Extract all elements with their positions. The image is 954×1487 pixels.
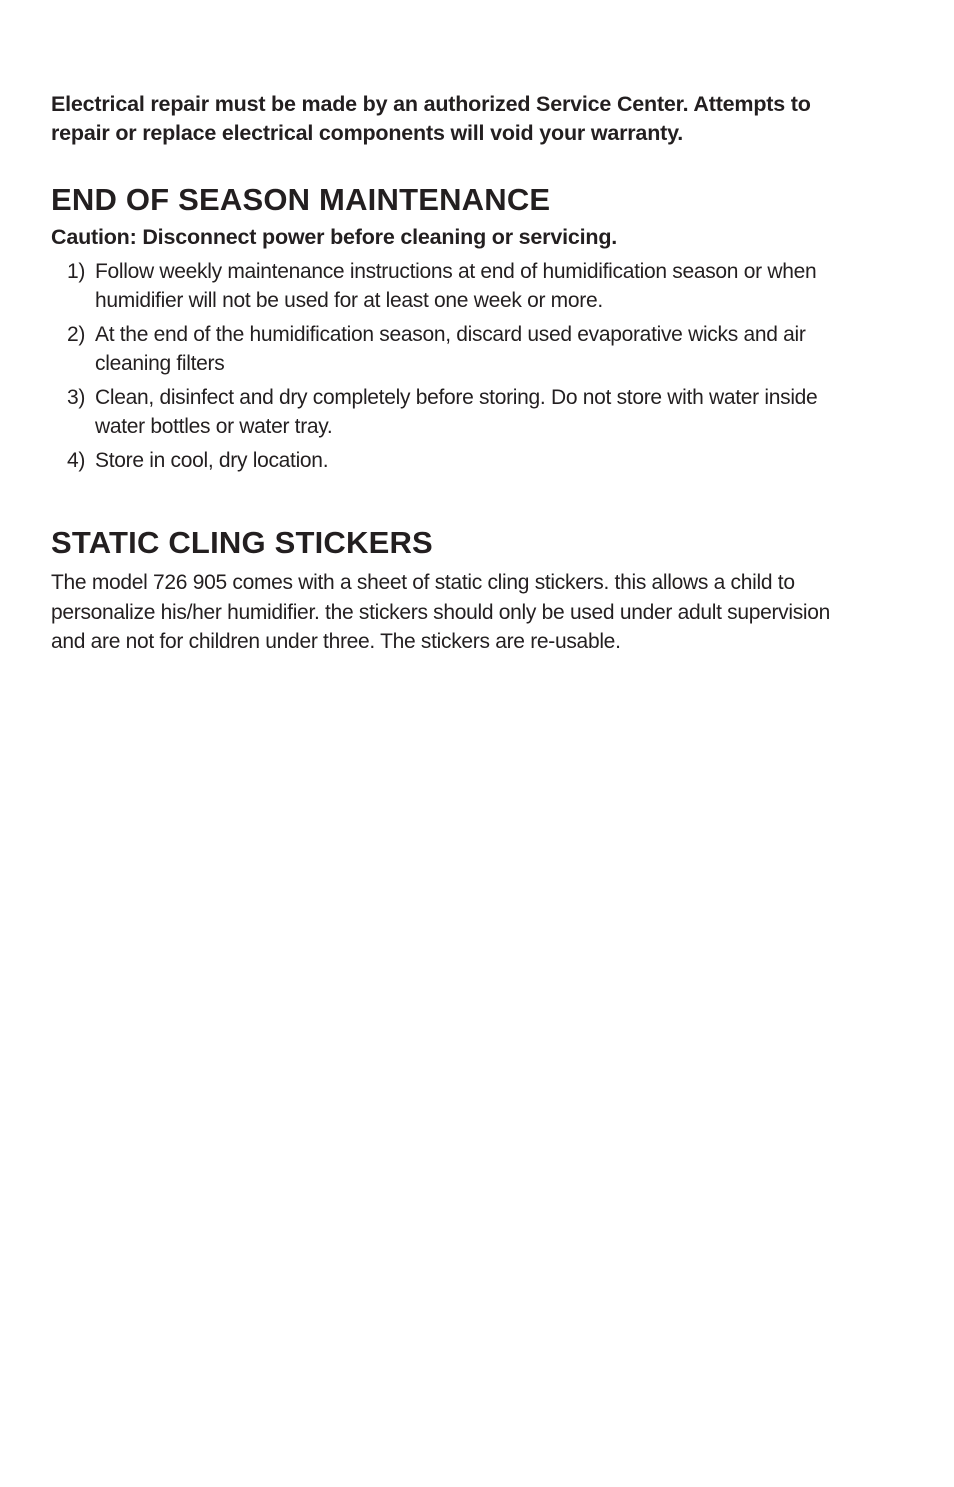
step-number: 3) bbox=[67, 386, 86, 409]
step-text: Clean, disinfect and dry completely before storing. Do not store with water inside water bottles or water tray. bbox=[95, 386, 818, 438]
list-item bbox=[51, 257, 871, 315]
step-text: Store in cool, dry location. bbox=[95, 449, 329, 472]
manual-page bbox=[51, 90, 871, 657]
step-number: 4) bbox=[67, 449, 86, 472]
static-cling-paragraph: The model 726 905 comes with a sheet of static cling stickers. this allows a child to personalize his/her humidifier. the stickers should only be used under adult supervision and are not for children under three. The stickers are re-usable. bbox=[51, 571, 831, 653]
step-text: Follow weekly maintenance instructions at end of humidification season or when humidifier will not be used for at least one week or more. bbox=[95, 260, 817, 312]
static-cling-heading: STATIC CLING STICKERS bbox=[51, 525, 433, 560]
step-number: 2) bbox=[67, 323, 86, 346]
step-number: 1) bbox=[67, 260, 86, 283]
end-of-season-heading: END OF SEASON MAINTENANCE bbox=[51, 182, 551, 217]
step-text: At the end of the humidification season, discard used evaporative wicks and air cleaning filters bbox=[95, 323, 806, 375]
list-item bbox=[51, 383, 871, 441]
list-item bbox=[51, 320, 871, 378]
maintenance-steps-list bbox=[51, 257, 871, 475]
list-item bbox=[51, 446, 871, 475]
caution-note: Caution: Disconnect power before cleaning or servicing. bbox=[51, 225, 618, 249]
electrical-repair-warning: Electrical repair must be made by an authorized Service Center. Attempts to repair or replace electrical components will void your warranty. bbox=[51, 92, 811, 145]
